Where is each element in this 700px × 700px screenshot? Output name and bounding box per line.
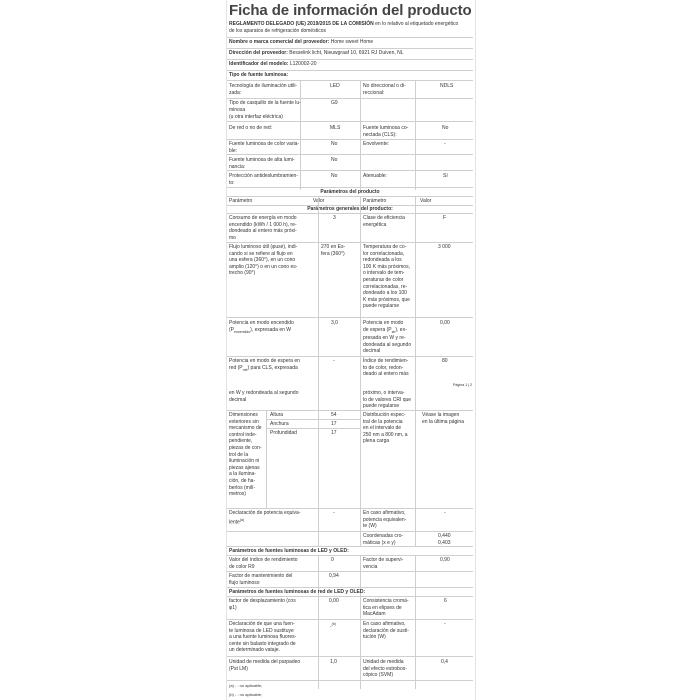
type-row-dimmable-label: Atenuable:: [363, 173, 387, 179]
networked-standby-label-cont: en W y redondeada al segundo decimal: [229, 390, 299, 403]
type-row-luminance-value: No: [331, 157, 338, 163]
light-source-type-heading: Tipo de fuente luminosa:: [229, 72, 289, 78]
survival-factor-label: Factor de supervi- vencia: [363, 557, 404, 570]
colour-temperature-value: 3 000: [438, 244, 451, 250]
stroboscopic-value: 0,4: [441, 659, 448, 665]
type-row-cls-label: Fuente luminosa co- nectada (CLS):: [363, 125, 409, 138]
replacement-claim-label: En caso afirmativo, declaración de susti- tución (W): [363, 621, 409, 641]
stroboscopic-label: Unidad de medida del efecto estrobos- cópico (SVM): [363, 659, 407, 679]
regulation-name: REGLAMENTO DELEGADO (UE) 2019/2015 DE LA COMISIÓN: [229, 21, 374, 27]
dimension-depth-value: 17: [331, 430, 337, 436]
energy-consumption-value: 3: [333, 215, 336, 221]
networked-standby-label: Potencia en modo de espera en red $(P_{net})$ para CLS, expresada: [229, 358, 300, 372]
spectral-distribution-value: Véase la imagen en la última página: [422, 412, 464, 425]
type-row-cap-label: Tipo de casquillo de la fuente lu- minosa (u otra interfaz eléctrica): [229, 100, 301, 121]
supplier-value: Home sweet Home: [330, 39, 374, 45]
replacement-declaration-label: Declaración de que una fuen- te luminosa de LED sustituye a una fuente luminosa fluores- cente sin balasto integrado de un determinado vataje.: [229, 621, 297, 654]
mains-led-parameters-heading: Parámetros de fuentes luminosas de red de LED y OLED:: [229, 589, 366, 595]
energy-class-value: F: [443, 215, 447, 221]
type-row-cls-value: No: [442, 125, 449, 131]
lumen-maintenance-value: 0,94: [329, 573, 339, 579]
dimension-width-value: 17: [331, 421, 337, 427]
equivalent-power-yes-value: -: [444, 510, 446, 516]
equivalent-power-yes-label: En caso afirmativo, potencia equivalen- te (W): [363, 510, 407, 530]
type-row-luminance-label: Fuente luminosa de alta lumi- nancia:: [229, 157, 295, 170]
col-value-1: Valor: [313, 198, 325, 204]
type-row-colour-value: No: [331, 141, 338, 147]
survival-factor-value: 0,90: [440, 557, 450, 563]
supplier-row: [229, 39, 373, 46]
model-label: Identificador del modelo:: [229, 61, 289, 67]
type-row-directional-value: NDLS: [440, 83, 454, 89]
spectral-distribution-label: Distribución espec- tral de la potencia en el intervalo de 250 nm a 800 nm, a plena carga: [363, 412, 408, 445]
dimension-height-value: 54: [331, 412, 337, 418]
cri-label: Índice de rendimien- to de color, redon- deado al entero más: [363, 358, 409, 378]
col-value-2: Valor: [420, 198, 432, 204]
energy-class-label: Clase de eficiencia energética: [363, 215, 405, 228]
cri-label-cont: próximo, o interva- lo de valores CRI que puede regularse: [363, 390, 412, 410]
type-row-cap-value: G9: [331, 100, 338, 106]
col-parameter-2: Parámetro: [363, 198, 387, 204]
address-value: Besselink licht, Nieuwgraaf 10, 6921 RJ Duiven, NL: [289, 50, 404, 56]
standby-power-value: 0,00: [440, 320, 450, 326]
regulation-line-1: [229, 21, 458, 28]
r9-label: Valor del índice de rendimiento de color R9: [229, 557, 298, 570]
energy-consumption-label: Consumo de energía en modo encendido (kWh / 1 000 h), re- dondeado al entero más próxi- mo: [229, 215, 297, 241]
networked-standby-value: -: [333, 358, 335, 364]
page-marker: Página 1 | 2: [453, 383, 473, 387]
equivalent-power-value: -: [333, 510, 335, 516]
type-row-glare-label: Protección antideslumbramien- to:: [229, 173, 298, 186]
colour-temperature-label: Temperatura de co- lor correlacionada, redondeada a los 100 K más próximos, o intervalo de tem- peraturas de color correlacionadas, re- dondeado a los 100 K más próximos, que puede regularse: [363, 244, 410, 310]
footnote-b: (b) - : no aplicable;: [229, 692, 263, 697]
type-row-dimmable-value: Sí: [443, 173, 448, 179]
replacement-declaration-value: -$^{(b)}$: [330, 622, 336, 630]
r9-value: 0: [331, 557, 334, 563]
footnote-a: (a) - : no aplicable;: [229, 683, 263, 688]
model-row: [229, 61, 317, 68]
type-row-envelope-label: Envolvente:: [363, 141, 390, 147]
dimension-depth-label: Profundidad: [270, 430, 297, 436]
colour-consistency-value: 6: [444, 598, 447, 604]
page-title: Ficha de información del producto: [229, 2, 472, 19]
flicker-value: 1,0: [330, 659, 337, 665]
regulation-line-2: de los aparatos de refrigeración domésticos: [229, 28, 326, 34]
dimensions-label: Dimensiones exteriores sin mecanismo de control inde- pendiente, piezas de con- trol de la iluminación ni piezas ajenas a la ilumina- ción, de ha- berlos (milí- metros): [229, 412, 262, 498]
dimension-height-label: Altura: [270, 412, 284, 418]
type-row-colour-label: Fuente luminosa de color varia- ble:: [229, 141, 300, 154]
displacement-factor-value: 0,00: [329, 598, 339, 604]
equivalent-power-label: Declaración de potencia equiva- lente$^{(a)}$: [229, 510, 301, 526]
colour-consistency-label: Consistencia cromá- tica en elipses de MacAdam: [363, 598, 409, 618]
cri-value: 80: [442, 358, 448, 364]
col-parameter-1: Parámetro: [229, 198, 253, 204]
type-row-envelope-value: -: [444, 141, 446, 147]
address-row: [229, 50, 404, 57]
standby-power-label: Potencia en modo de espera $(P_{sb})$, ex- presada en W y re- dondeada al segundo decimal: [363, 320, 412, 355]
dimension-width-label: Anchura: [270, 421, 289, 427]
lumen-maintenance-label: Factor de mantenimiento del flujo luminoso: [229, 573, 293, 586]
luminous-flux-value: 270 en Es- fera (360°): [321, 244, 346, 257]
luminous-flux-label: Flujo luminoso útil (φuse), indi- cando si se refiere al flujo en una esfera (360°), en un cono amplio (120°) o en un cono es- trecho (90°): [229, 244, 298, 277]
type-row-mains-value: MLS: [330, 125, 341, 131]
displacement-factor-label: factor de desplazamiento (cos φ1): [229, 598, 296, 611]
on-mode-power-value: 3,0: [331, 320, 338, 326]
flicker-label: Unidad de medida del parpadeo (Pst LM): [229, 659, 301, 672]
type-row-mains-label: De red o no de red:: [229, 125, 273, 131]
address-label: Dirección del proveedor:: [229, 50, 288, 56]
chromaticity-values: 0,440 0,403: [438, 533, 451, 546]
type-row-directional-label: No direccional o di- reccional:: [363, 83, 406, 96]
type-row-glare-value: No: [331, 173, 338, 179]
regulation-subject: en lo relativo al etiquetado energético: [373, 21, 459, 27]
type-row-technology-value: LED: [330, 83, 340, 89]
on-mode-power-label: Potencia en modo encendido $(P_{encendido})$, expresada en W: [229, 320, 294, 334]
replacement-claim-value: -: [444, 621, 446, 627]
product-parameters-heading: Parámetros del producto: [320, 189, 380, 195]
led-parameters-heading: Parámetros de fuentes luminosas de LED y OLED:: [229, 548, 349, 554]
general-parameters-heading: Parámetros generales del producto:: [307, 206, 393, 212]
supplier-label: Nombre o marca comercial del proveedor:: [229, 39, 330, 45]
type-row-technology-label: Tecnología de iluminación utili- zada:: [229, 83, 298, 96]
model-value: L120002-20: [289, 61, 317, 67]
chromaticity-label: Coordenadas cro- máticas (x e y): [363, 533, 404, 546]
